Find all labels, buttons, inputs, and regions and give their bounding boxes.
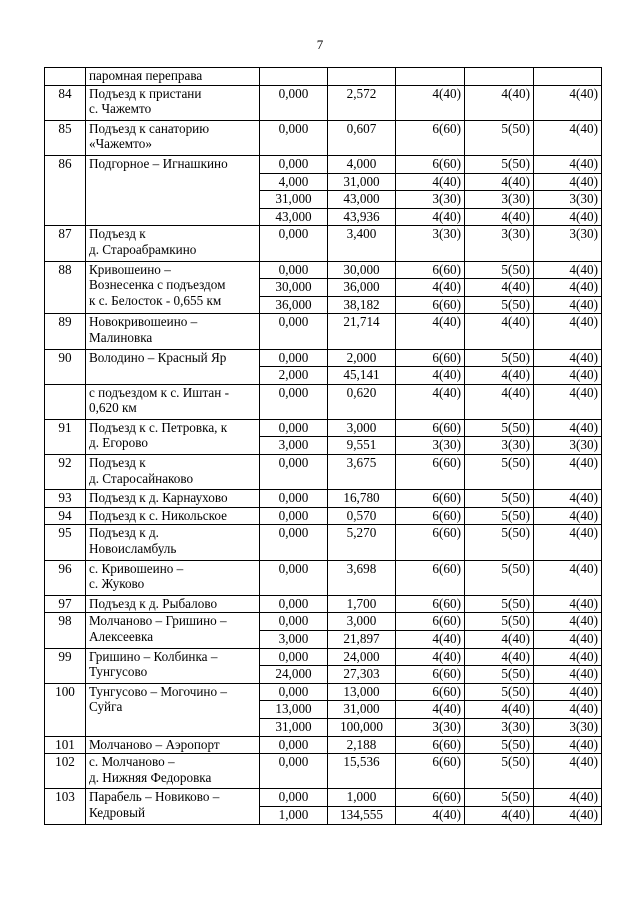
class-1-cell: 4(40) (396, 631, 465, 649)
class-1-cell: 6(60) (396, 507, 465, 525)
table-row (45, 683, 602, 701)
table-row (45, 490, 602, 508)
class-1-cell (396, 68, 465, 86)
class-3-cell: 4(40) (534, 648, 602, 666)
class-2-cell: 5(50) (465, 490, 534, 508)
class-3-cell: 4(40) (534, 701, 602, 719)
road-name-line: с. Чажемто (89, 101, 152, 117)
class-3-cell: 4(40) (534, 455, 602, 490)
row-number-cell: 94 (45, 507, 86, 525)
start-km-cell: 0,000 (260, 349, 328, 367)
class-1-cell: 6(60) (396, 455, 465, 490)
road-name-line: Молчаново – Аэропорт (89, 736, 220, 752)
start-km-cell: 43,000 (260, 208, 328, 226)
end-km-cell: 9,551 (328, 437, 396, 455)
row-number-cell: 93 (45, 490, 86, 508)
row-number-cell: 92 (45, 455, 86, 490)
class-3-cell: 4(40) (534, 419, 602, 437)
end-km-cell: 43,936 (328, 208, 396, 226)
end-km-cell: 38,182 (328, 296, 396, 314)
road-name-line: Малиновка (89, 329, 153, 345)
road-name-line: Кривошеино – (89, 261, 171, 277)
road-name-cell (86, 507, 260, 525)
table-row (45, 754, 602, 789)
road-name-line: Подъезд к с. Никольское (89, 507, 227, 523)
table-row (45, 419, 602, 437)
class-2-cell: 5(50) (465, 560, 534, 595)
end-km-cell: 31,000 (328, 701, 396, 719)
row-number-cell: 103 (45, 789, 86, 824)
road-name-line: Подъезд к д. (89, 525, 159, 541)
road-name-line: Подъезд к (89, 455, 146, 471)
road-name-line: Суйга (89, 699, 123, 715)
end-km-cell: 16,780 (328, 490, 396, 508)
road-name-cell (86, 648, 260, 683)
start-km-cell: 0,000 (260, 455, 328, 490)
class-2-cell: 3(30) (465, 718, 534, 736)
class-1-cell: 6(60) (396, 155, 465, 173)
class-1-cell: 3(30) (396, 226, 465, 261)
road-name-cell (86, 419, 260, 454)
end-km-cell: 1,700 (328, 595, 396, 613)
class-3-cell: 4(40) (534, 806, 602, 824)
table-row (45, 85, 602, 120)
end-km-cell: 27,303 (328, 666, 396, 684)
class-1-cell: 4(40) (396, 806, 465, 824)
row-number-cell: 86 (45, 155, 86, 225)
end-km-cell: 21,714 (328, 314, 396, 349)
class-2-cell: 5(50) (465, 595, 534, 613)
class-1-cell: 4(40) (396, 648, 465, 666)
row-number-cell: 84 (45, 85, 86, 120)
class-2-cell: 4(40) (465, 701, 534, 719)
road-name-cell (86, 261, 260, 314)
road-name-line: с. Кривошеино – (89, 560, 184, 576)
class-2-cell: 5(50) (465, 296, 534, 314)
road-name-line: Подъезд к д. Карнаухово (89, 490, 228, 506)
road-name-line: с. Жуково (89, 576, 145, 592)
end-km-cell: 43,000 (328, 191, 396, 209)
road-name-line: с. Молчаново – (89, 754, 175, 770)
class-1-cell: 6(60) (396, 560, 465, 595)
start-km-cell: 0,000 (260, 525, 328, 560)
table-row (45, 648, 602, 666)
road-name-cell (86, 85, 260, 120)
class-3-cell: 4(40) (534, 155, 602, 173)
start-km-cell: 4,000 (260, 173, 328, 191)
class-1-cell: 4(40) (396, 384, 465, 419)
road-table (44, 67, 602, 825)
class-3-cell: 4(40) (534, 613, 602, 631)
road-name-cell (86, 525, 260, 560)
row-number-cell: 100 (45, 683, 86, 736)
row-number-cell: 88 (45, 261, 86, 314)
end-km-cell: 24,000 (328, 648, 396, 666)
class-2-cell: 4(40) (465, 384, 534, 419)
class-2-cell: 5(50) (465, 683, 534, 701)
start-km-cell: 31,000 (260, 718, 328, 736)
road-name-line: Парабель – Новиково – (89, 789, 220, 805)
road-name-cell (86, 384, 260, 419)
class-2-cell: 5(50) (465, 455, 534, 490)
road-name-line: паромная переправа (89, 68, 203, 83)
road-name-line: Новоисламбуль (89, 541, 177, 557)
class-3-cell: 4(40) (534, 490, 602, 508)
class-2-cell: 5(50) (465, 754, 534, 789)
start-km-cell: 3,000 (260, 631, 328, 649)
class-2-cell: 3(30) (465, 191, 534, 209)
class-1-cell: 4(40) (396, 314, 465, 349)
class-2-cell: 4(40) (465, 648, 534, 666)
road-name-line: Володино – Красный Яр (89, 349, 227, 365)
class-3-cell: 4(40) (534, 85, 602, 120)
road-name-line: Подъезд к санаторию (89, 120, 210, 136)
road-name-line: Подъезд к (89, 226, 146, 242)
class-1-cell: 6(60) (396, 349, 465, 367)
class-1-cell: 6(60) (396, 613, 465, 631)
class-2-cell: 5(50) (465, 613, 534, 631)
row-number-cell: 95 (45, 525, 86, 560)
end-km-cell: 36,000 (328, 279, 396, 297)
end-km-cell: 3,400 (328, 226, 396, 261)
class-2-cell: 5(50) (465, 349, 534, 367)
class-2-cell: 4(40) (465, 279, 534, 297)
table-row (45, 261, 602, 279)
start-km-cell (260, 68, 328, 86)
start-km-cell: 0,000 (260, 419, 328, 437)
table-row (45, 384, 602, 419)
class-3-cell: 3(30) (534, 437, 602, 455)
road-name-cell (86, 560, 260, 595)
class-2-cell: 4(40) (465, 631, 534, 649)
class-1-cell: 3(30) (396, 191, 465, 209)
row-number-cell: 101 (45, 736, 86, 754)
class-3-cell: 4(40) (534, 683, 602, 701)
class-2-cell: 5(50) (465, 789, 534, 807)
start-km-cell: 2,000 (260, 367, 328, 385)
end-km-cell: 1,000 (328, 789, 396, 807)
end-km-cell: 15,536 (328, 754, 396, 789)
row-number-cell: 99 (45, 648, 86, 683)
start-km-cell: 31,000 (260, 191, 328, 209)
class-2-cell (465, 68, 534, 86)
table-row (45, 120, 602, 155)
table-row (45, 789, 602, 807)
class-2-cell: 4(40) (465, 85, 534, 120)
start-km-cell: 0,000 (260, 736, 328, 754)
class-1-cell: 6(60) (396, 525, 465, 560)
class-1-cell: 6(60) (396, 261, 465, 279)
end-km-cell: 3,698 (328, 560, 396, 595)
road-name-line: Подъезд к пристани (89, 85, 202, 101)
class-2-cell: 5(50) (465, 120, 534, 155)
start-km-cell: 0,000 (260, 314, 328, 349)
row-number-cell: 87 (45, 226, 86, 261)
start-km-cell: 1,000 (260, 806, 328, 824)
class-3-cell: 4(40) (534, 314, 602, 349)
table-row (45, 613, 602, 631)
class-3-cell (534, 68, 602, 86)
class-2-cell: 5(50) (465, 155, 534, 173)
table-row (45, 525, 602, 560)
class-2-cell: 5(50) (465, 419, 534, 437)
class-2-cell: 5(50) (465, 666, 534, 684)
start-km-cell: 0,000 (260, 226, 328, 261)
row-number-cell: 91 (45, 419, 86, 454)
road-name-cell (86, 683, 260, 736)
class-2-cell: 5(50) (465, 736, 534, 754)
end-km-cell: 0,570 (328, 507, 396, 525)
start-km-cell: 0,000 (260, 384, 328, 419)
road-name-line: Молчаново – Гришино – (89, 613, 227, 629)
class-3-cell: 4(40) (534, 208, 602, 226)
class-2-cell: 4(40) (465, 806, 534, 824)
end-km-cell: 134,555 (328, 806, 396, 824)
class-3-cell: 3(30) (534, 226, 602, 261)
class-3-cell: 4(40) (534, 631, 602, 649)
class-1-cell: 6(60) (396, 419, 465, 437)
class-3-cell: 4(40) (534, 279, 602, 297)
class-3-cell: 4(40) (534, 666, 602, 684)
table-row (45, 68, 602, 86)
row-number-cell (45, 68, 86, 86)
start-km-cell: 0,000 (260, 507, 328, 525)
class-1-cell: 3(30) (396, 437, 465, 455)
class-1-cell: 6(60) (396, 296, 465, 314)
class-3-cell: 4(40) (534, 507, 602, 525)
class-1-cell: 4(40) (396, 85, 465, 120)
class-1-cell: 4(40) (396, 208, 465, 226)
class-3-cell: 3(30) (534, 718, 602, 736)
class-1-cell: 6(60) (396, 736, 465, 754)
road-name-cell (86, 613, 260, 648)
end-km-cell: 3,675 (328, 455, 396, 490)
class-3-cell: 4(40) (534, 173, 602, 191)
start-km-cell: 0,000 (260, 490, 328, 508)
road-name-line: д. Нижняя Федоровка (89, 769, 212, 785)
table-row (45, 560, 602, 595)
start-km-cell: 13,000 (260, 701, 328, 719)
class-3-cell: 4(40) (534, 789, 602, 807)
class-3-cell: 4(40) (534, 560, 602, 595)
road-name-cell (86, 736, 260, 754)
end-km-cell: 0,620 (328, 384, 396, 419)
table-row (45, 155, 602, 173)
start-km-cell: 0,000 (260, 754, 328, 789)
row-number-cell (45, 384, 86, 419)
class-1-cell: 6(60) (396, 789, 465, 807)
end-km-cell: 31,000 (328, 173, 396, 191)
road-name-line: Кедровый (89, 804, 146, 820)
start-km-cell: 0,000 (260, 120, 328, 155)
start-km-cell: 0,000 (260, 789, 328, 807)
end-km-cell: 5,270 (328, 525, 396, 560)
class-3-cell: 4(40) (534, 736, 602, 754)
table-row (45, 595, 602, 613)
start-km-cell: 36,000 (260, 296, 328, 314)
end-km-cell: 3,000 (328, 419, 396, 437)
table-row (45, 349, 602, 367)
road-name-line: Подъезд к с. Петровка, к (89, 419, 228, 435)
road-name-line: Тунгусово – Могочино – (89, 683, 227, 699)
class-3-cell: 4(40) (534, 349, 602, 367)
class-3-cell: 4(40) (534, 384, 602, 419)
road-name-cell (86, 455, 260, 490)
road-name-line: Вознесенка с подъездом (89, 277, 226, 293)
road-name-line: к с. Белосток - 0,655 км (89, 292, 222, 308)
table-body (45, 68, 602, 825)
road-name-cell (86, 595, 260, 613)
start-km-cell: 0,000 (260, 155, 328, 173)
road-name-cell (86, 226, 260, 261)
road-name-line: Алексеевка (89, 629, 154, 644)
class-1-cell: 6(60) (396, 683, 465, 701)
row-number-cell: 97 (45, 595, 86, 613)
class-3-cell: 4(40) (534, 525, 602, 560)
start-km-cell: 0,000 (260, 85, 328, 120)
road-name-cell (86, 789, 260, 824)
start-km-cell: 0,000 (260, 595, 328, 613)
table-row (45, 314, 602, 349)
class-1-cell: 6(60) (396, 595, 465, 613)
class-1-cell: 4(40) (396, 173, 465, 191)
class-2-cell: 4(40) (465, 208, 534, 226)
row-number-cell: 85 (45, 120, 86, 155)
class-3-cell: 4(40) (534, 367, 602, 385)
start-km-cell: 0,000 (260, 613, 328, 631)
class-3-cell: 4(40) (534, 595, 602, 613)
road-name-line: Новокривошеино – (89, 314, 198, 330)
class-1-cell: 3(30) (396, 718, 465, 736)
table-row (45, 507, 602, 525)
end-km-cell: 21,897 (328, 631, 396, 649)
road-name-line: Подъезд к д. Рыбалово (89, 595, 218, 611)
class-1-cell: 6(60) (396, 490, 465, 508)
class-3-cell: 4(40) (534, 754, 602, 789)
road-name-line: д. Старосайнаково (89, 470, 194, 486)
class-3-cell: 4(40) (534, 120, 602, 155)
class-3-cell: 4(40) (534, 261, 602, 279)
end-km-cell: 2,188 (328, 736, 396, 754)
road-name-cell (86, 490, 260, 508)
class-2-cell: 3(30) (465, 437, 534, 455)
road-name-line: д. Староабрамкино (89, 241, 197, 257)
road-name-cell (86, 155, 260, 225)
road-name-line: Подгорное – Игнашкино (89, 155, 228, 171)
road-name-cell (86, 68, 260, 86)
end-km-cell (328, 68, 396, 86)
road-name-cell (86, 349, 260, 384)
row-number-cell: 96 (45, 560, 86, 595)
end-km-cell: 4,000 (328, 155, 396, 173)
end-km-cell: 0,607 (328, 120, 396, 155)
class-2-cell: 3(30) (465, 226, 534, 261)
road-name-cell (86, 314, 260, 349)
class-2-cell: 4(40) (465, 314, 534, 349)
page-number: 7 (316, 37, 324, 52)
road-name-cell (86, 754, 260, 789)
start-km-cell: 0,000 (260, 261, 328, 279)
row-number-cell: 102 (45, 754, 86, 789)
row-number-cell: 90 (45, 349, 86, 384)
class-1-cell: 4(40) (396, 701, 465, 719)
end-km-cell: 30,000 (328, 261, 396, 279)
road-name-line: с подъездом к с. Иштан - (89, 384, 229, 400)
start-km-cell: 0,000 (260, 683, 328, 701)
end-km-cell: 2,000 (328, 349, 396, 367)
start-km-cell: 0,000 (260, 648, 328, 666)
row-number-cell: 98 (45, 613, 86, 648)
table-row (45, 226, 602, 261)
end-km-cell: 3,000 (328, 613, 396, 631)
row-number-cell: 89 (45, 314, 86, 349)
road-name-line: «Чажемто» (89, 136, 152, 152)
class-1-cell: 4(40) (396, 279, 465, 297)
start-km-cell: 3,000 (260, 437, 328, 455)
class-3-cell: 4(40) (534, 296, 602, 314)
end-km-cell: 2,572 (328, 85, 396, 120)
table-row (45, 736, 602, 754)
start-km-cell: 24,000 (260, 666, 328, 684)
class-2-cell: 5(50) (465, 261, 534, 279)
road-name-line: д. Егорово (89, 435, 148, 451)
class-1-cell: 4(40) (396, 367, 465, 385)
class-2-cell: 5(50) (465, 525, 534, 560)
start-km-cell: 0,000 (260, 560, 328, 595)
end-km-cell: 13,000 (328, 683, 396, 701)
start-km-cell: 30,000 (260, 279, 328, 297)
class-2-cell: 4(40) (465, 173, 534, 191)
table-row (45, 455, 602, 490)
class-2-cell: 5(50) (465, 507, 534, 525)
class-3-cell: 3(30) (534, 191, 602, 209)
road-name-line: 0,620 км (89, 400, 137, 416)
road-name-cell (86, 120, 260, 155)
road-name-line: Гришино – Колбинка – (89, 648, 218, 664)
class-2-cell: 4(40) (465, 367, 534, 385)
end-km-cell: 45,141 (328, 367, 396, 385)
end-km-cell: 100,000 (328, 718, 396, 736)
road-name-line: Тунгусово (89, 664, 148, 680)
class-1-cell: 6(60) (396, 120, 465, 155)
class-1-cell: 6(60) (396, 754, 465, 789)
class-1-cell: 6(60) (396, 666, 465, 684)
